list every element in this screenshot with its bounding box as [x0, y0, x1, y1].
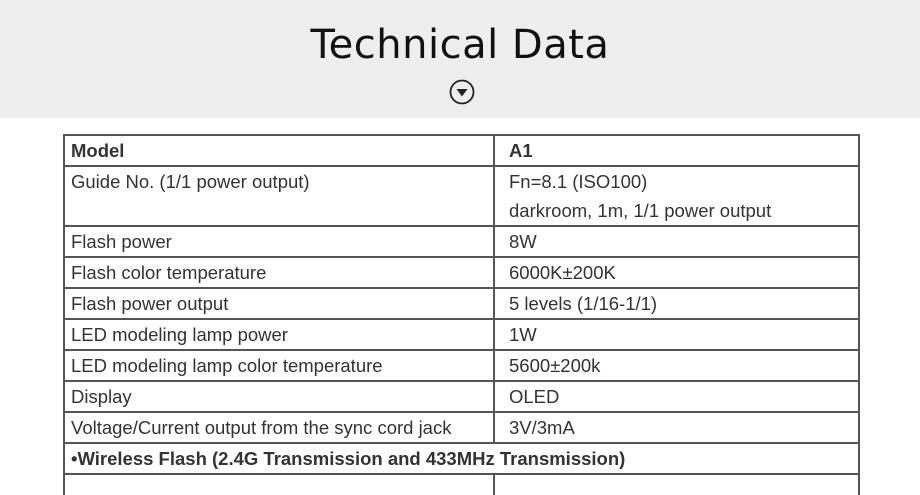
row-value: 5 levels (1/16-1/1) — [494, 288, 859, 319]
table-row — [64, 319, 859, 350]
row-value: 3V/3mA — [494, 412, 859, 443]
table-row — [64, 350, 859, 381]
table-row — [64, 288, 859, 319]
row-label: Voltage/Current output from the sync cord jack — [64, 412, 494, 443]
row-label: Flash power — [64, 226, 494, 257]
table-row — [64, 257, 859, 288]
row-value: 1W — [494, 319, 859, 350]
technical-data-table — [63, 134, 860, 495]
row-value: OLED — [494, 381, 859, 412]
row-value: 6000K±200K — [494, 257, 859, 288]
table-row — [64, 412, 859, 443]
section-row — [64, 443, 859, 474]
table-header-model: Model — [64, 135, 494, 166]
row-label: LED modeling lamp power — [64, 319, 494, 350]
row-label: Flash color temperature — [64, 257, 494, 288]
table-row — [64, 381, 859, 412]
row-value: 8W — [494, 226, 859, 257]
row-label: Flash power output — [64, 288, 494, 319]
row-label: Guide No. (1/1 power output) — [64, 166, 494, 226]
table-header-row — [64, 135, 859, 166]
row-label-partial — [64, 474, 494, 495]
header-band — [0, 0, 920, 118]
row-label: Display — [64, 381, 494, 412]
row-value-line-2: darkroom, 1m, 1/1 power output — [509, 200, 772, 221]
row-value-partial — [494, 474, 859, 495]
row-label: LED modeling lamp color temperature — [64, 350, 494, 381]
page-title: Technical Data — [310, 22, 610, 68]
row-value — [494, 166, 859, 226]
row-value-line-1: Fn=8.1 (ISO100) — [509, 171, 648, 192]
table-row-partial — [64, 474, 859, 495]
circle-down-arrow-icon[interactable] — [449, 79, 475, 105]
table-header-value: A1 — [494, 135, 859, 166]
section-heading: •Wireless Flash (2.4G Transmission and 433MHz Transmission) — [64, 443, 859, 474]
table-row — [64, 226, 859, 257]
row-value: 5600±200k — [494, 350, 859, 381]
table-row — [64, 166, 859, 226]
